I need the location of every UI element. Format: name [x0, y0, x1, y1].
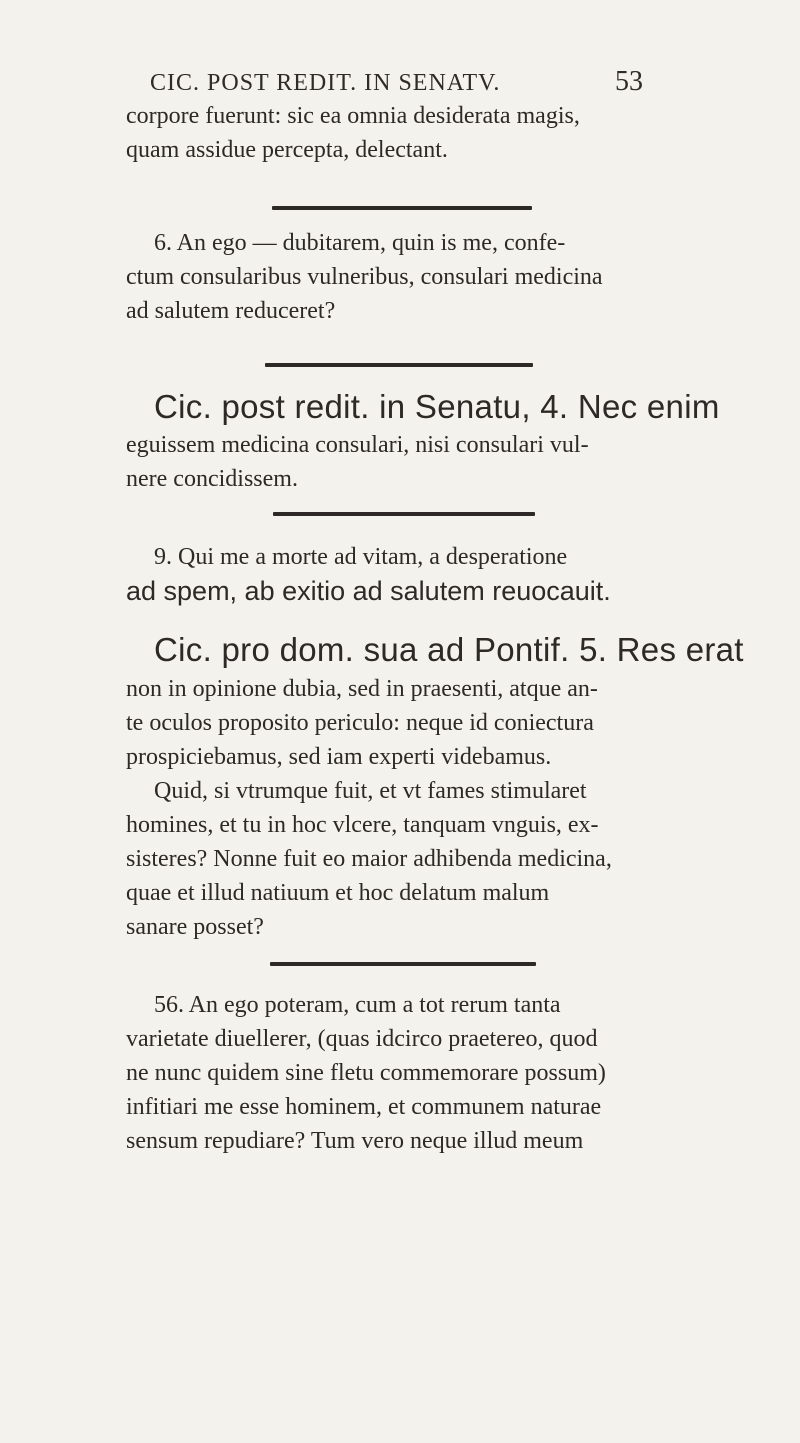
text-line: infitiari me esse hominem, et communem naturae — [126, 1094, 602, 1120]
paragraph-9 — [126, 540, 746, 608]
section-divider — [273, 512, 535, 516]
paragraph-continued — [126, 99, 746, 167]
text-line: ad salutem reduceret? — [126, 298, 336, 324]
text-line: 9. Qui me a morte ad vitam, a desperatione — [154, 544, 568, 570]
section-divider — [270, 962, 536, 966]
text-line: varietate diuellerer, (quas idcirco praetereo, quod — [126, 1026, 598, 1052]
text-line: te oculos proposito periculo: neque id coniectura — [126, 710, 594, 736]
text-line: ctum consularibus vulneribus, consulari medicina — [126, 264, 603, 290]
text-line: quam assidue percepta, delectant. — [126, 137, 448, 163]
paragraph-pro-dom — [126, 628, 746, 944]
text-line: sisteres? Nonne fuit eo maior adhibenda medicina, — [126, 846, 612, 872]
running-title: CIC. POST REDIT. IN SENATV. — [150, 70, 501, 96]
text-line: Cic. post redit. in Senatu, 4. Nec enim — [154, 388, 720, 425]
text-line: Quid, si vtrumque fuit, et vt fames stimularet — [154, 778, 587, 804]
paragraph-6 — [126, 226, 746, 328]
text-line: ad spem, ab exitio ad salutem reuocauit. — [126, 576, 611, 606]
text-line: non in opinione dubia, sed in praesenti, atque an- — [126, 676, 598, 702]
text-line: sensum repudiare? Tum vero neque illud meum — [126, 1128, 584, 1154]
text-line: prospiciebamus, sed iam experti videbamus. — [126, 744, 552, 770]
text-line: eguissem medicina consulari, nisi consulari vul- — [126, 432, 589, 458]
text-line: 56. An ego poteram, cum a tot rerum tanta — [154, 992, 561, 1018]
page-number: 53 — [615, 66, 643, 97]
paragraph-56 — [126, 988, 746, 1158]
text-line: homines, et tu in hoc vlcere, tanquam vnguis, ex- — [126, 812, 599, 838]
section-divider — [272, 206, 532, 210]
text-line: nere concidissem. — [126, 466, 298, 492]
text-line: ne nunc quidem sine fletu commemorare possum) — [126, 1060, 606, 1086]
text-line: corpore fuerunt: sic ea omnia desiderata magis, — [126, 103, 580, 129]
text-line: quae et illud natiuum et hoc delatum malum — [126, 880, 550, 906]
section-divider — [265, 363, 533, 367]
text-line: Cic. pro dom. sua ad Pontif. 5. Res erat — [154, 631, 744, 668]
text-line: sanare posset? — [126, 914, 264, 940]
paragraph-senatu — [126, 386, 746, 496]
text-line: 6. An ego — dubitarem, quin is me, confe- — [154, 230, 566, 256]
